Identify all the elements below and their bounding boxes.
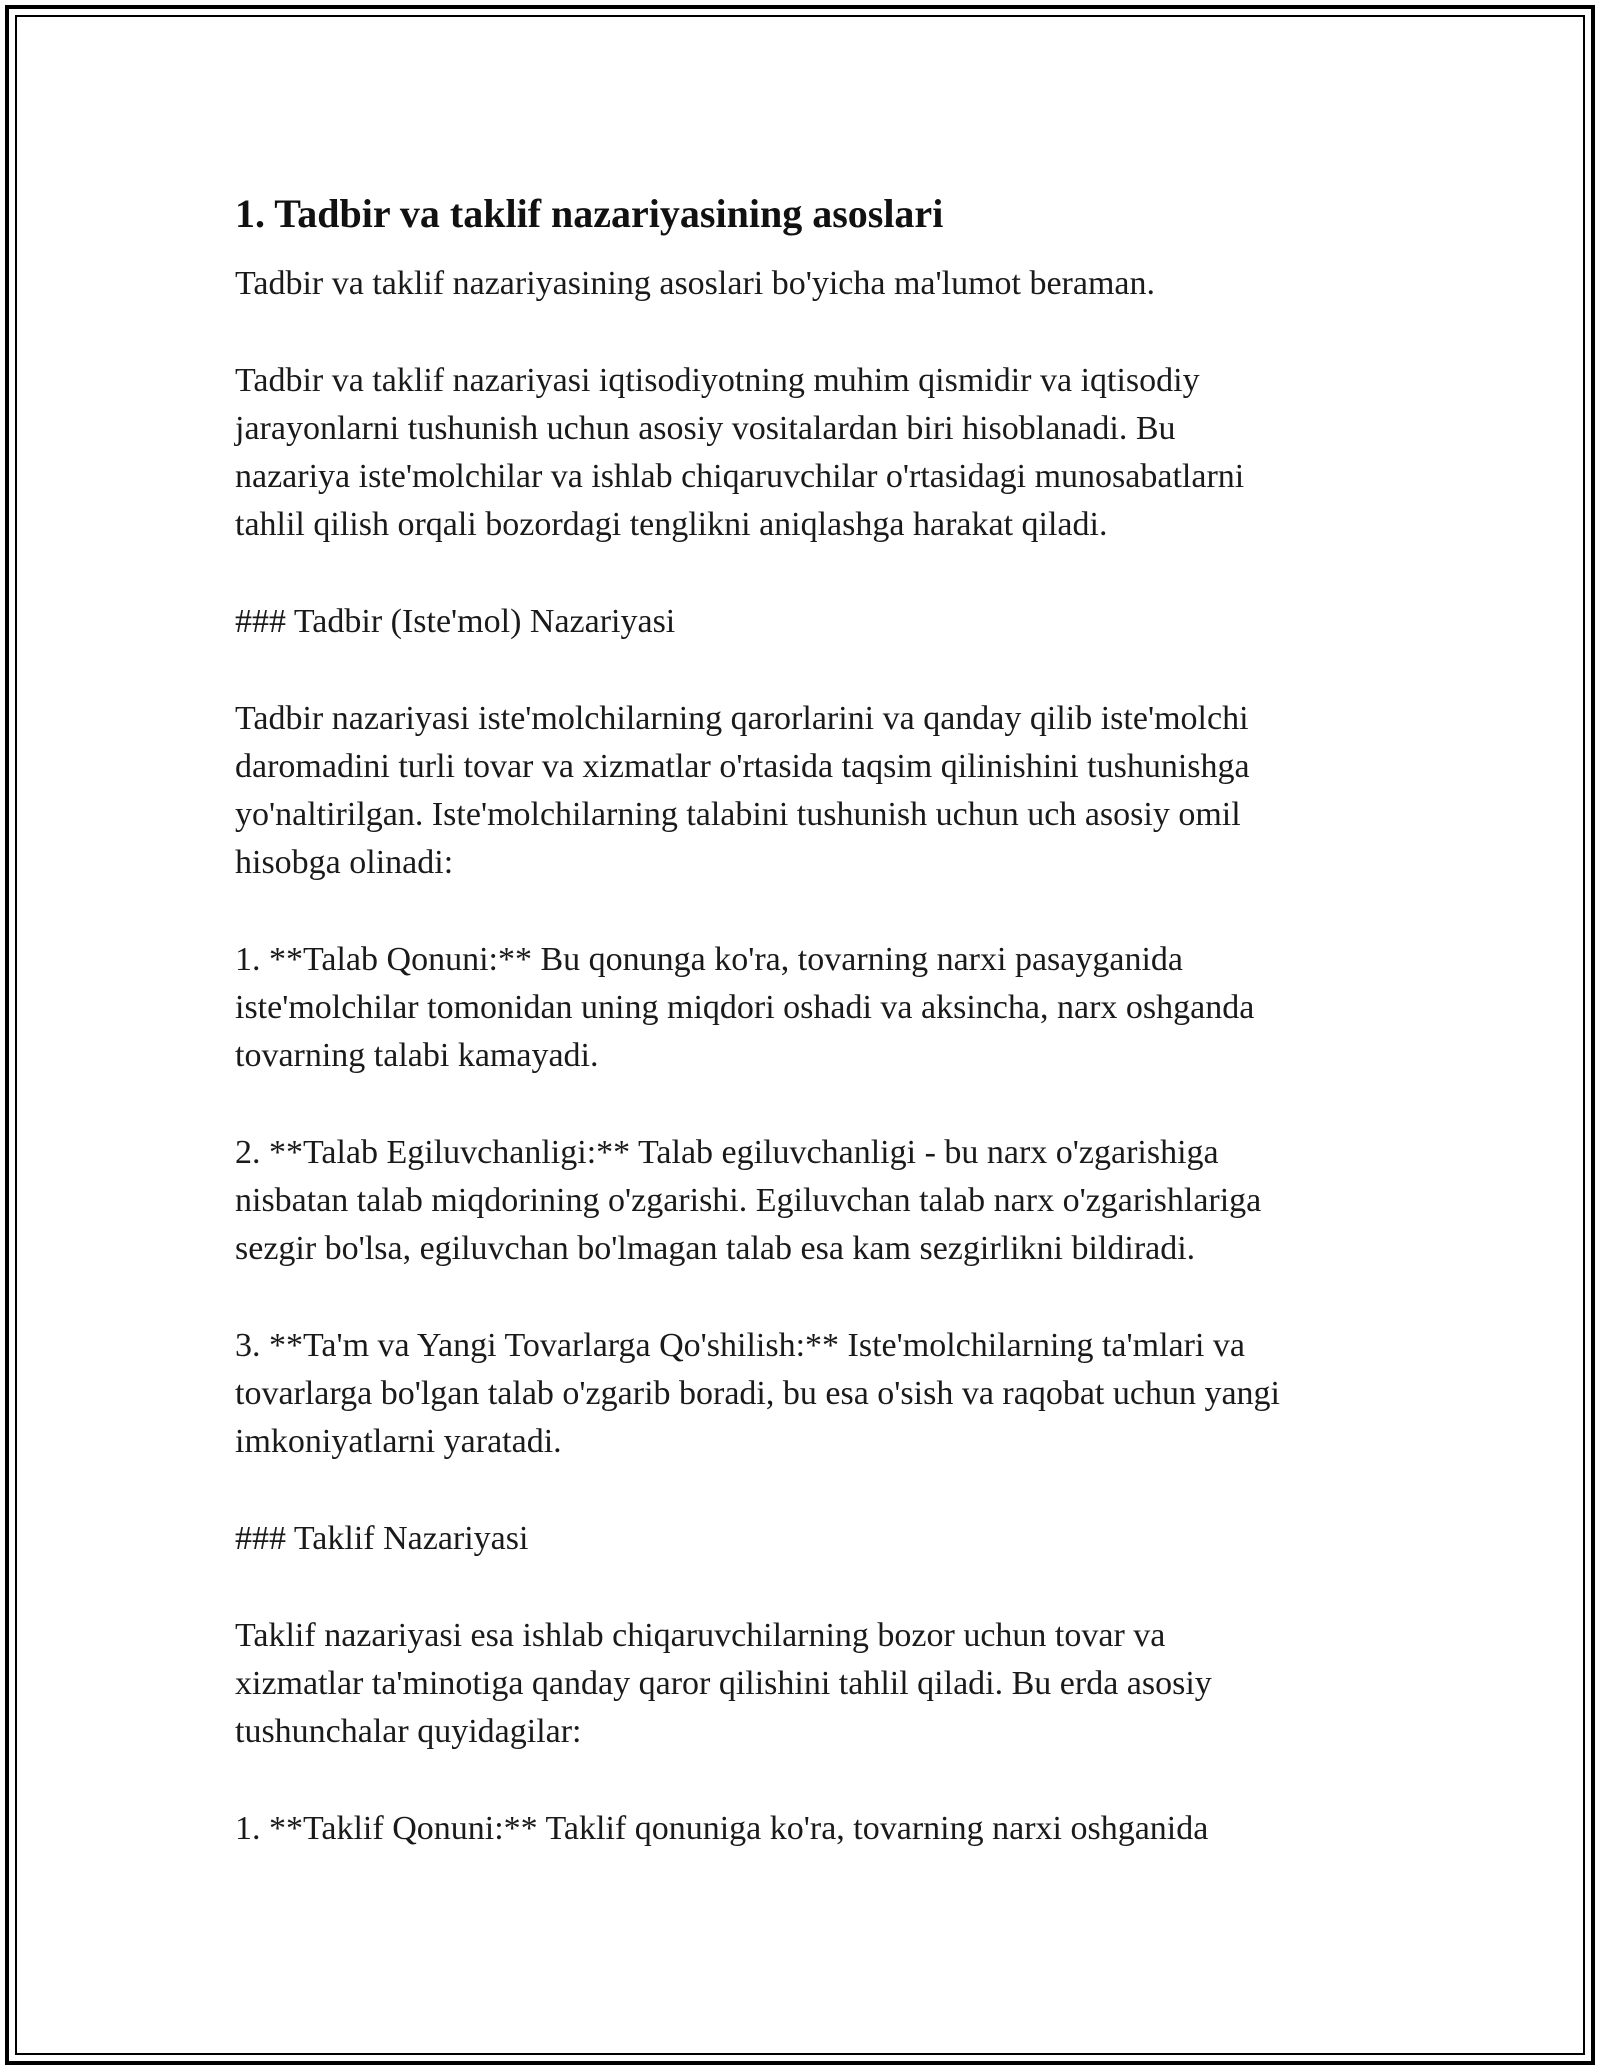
section-heading-supply: ### Taklif Nazariyasi <box>235 1520 529 1557</box>
paragraph-demand-theory: Tadbir nazariyasi iste'molchilarning qarorlarini va qanday qilib iste'molchi daromadini turli tovar va xizmatlar o'rtasida taqsim qilinishini tushunishga yo'naltirilgan. Iste'molchilarning talabini tushunish uchun uch asosiy omil hisobga olinadi: <box>235 700 1250 881</box>
paragraph-overview: Tadbir va taklif nazariyasi iqtisodiyotning muhim qismidir va iqtisodiy jarayonlarni tushunish uchun asosiy vositalardan biri hisoblanadi. Bu nazariya iste'molchilar va ishlab chiqaruvchilar o'rtasidagi munosabatlarni tahlil qilish orqali bozordagi tenglikni aniqlashga harakat qiladi. <box>235 362 1245 543</box>
list-item-supply-law: 1. **Taklif Qonuni:** Taklif qonuniga ko'ra, tovarning narxi oshganida <box>235 1810 1209 1847</box>
intro-paragraph: Tadbir va taklif nazariyasining asoslari bo'yicha ma'lumot beraman. <box>235 265 1156 302</box>
paragraph-supply-theory: Taklif nazariyasi esa ishlab chiqaruvchilarning bozor uchun tovar va xizmatlar ta'minotiga qanday qaror qilishini tahlil qiladi. Bu erda asosiy tushunchalar quyidagilar: <box>235 1617 1212 1750</box>
list-item-demand-law: 1. **Talab Qonuni:** Bu qonunga ko'ra, tovarning narxi pasayganida iste'molchilar tomonidan uning miqdori oshadi va aksincha, narx oshganda tovarning talabi kamayadi. <box>235 941 1255 1074</box>
document-page <box>235 186 1385 1853</box>
document-title: 1. Tadbir va taklif nazariyasining asoslari <box>235 191 944 236</box>
list-item-tastes: 3. **Ta'm va Yangi Tovarlarga Qo'shilish:** Iste'molchilarning ta'mlari va tovarlarga bo'lgan talab o'zgarib boradi, bu esa o'sish va raqobat uchun yangi imkoniyatlarni yaratadi. <box>235 1327 1280 1460</box>
list-item-demand-elasticity: 2. **Talab Egiluvchanligi:** Talab egiluvchanligi - bu narx o'zgarishiga nisbatan talab miqdorining o'zgarishi. Egiluvchan talab narx o'zgarishlariga sezgir bo'lsa, egiluvchan bo'lmagan talab esa kam sezgirlikni bildiradi. <box>235 1134 1262 1267</box>
section-heading-demand: ### Tadbir (Iste'mol) Nazariyasi <box>235 603 676 640</box>
